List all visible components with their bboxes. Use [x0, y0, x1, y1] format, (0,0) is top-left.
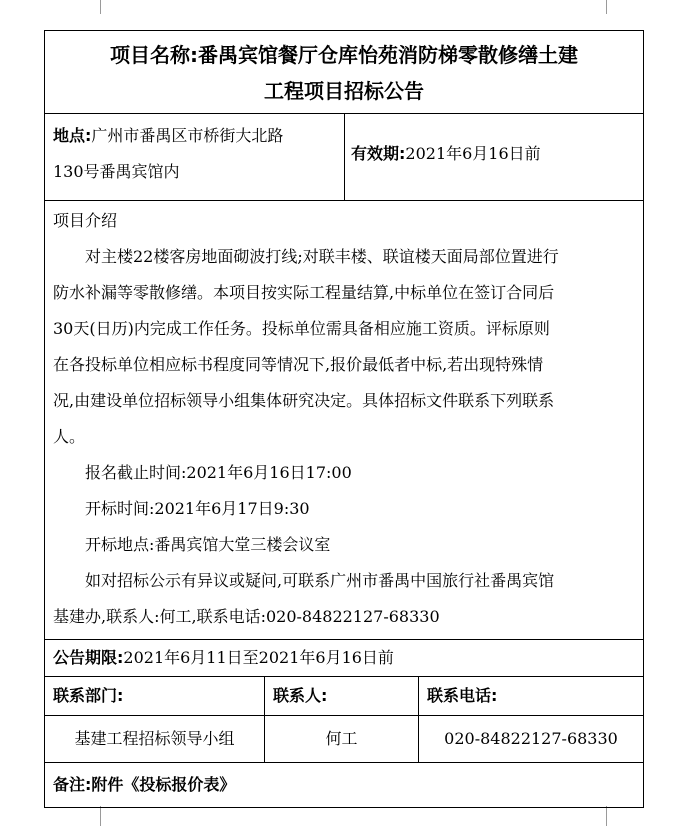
validity-value: 2021年6月16日前 [405, 144, 541, 163]
remark-label: 备注:附件 [53, 775, 124, 794]
intro-paragraph-line: 人。 [53, 427, 86, 446]
period-value: 2021年6月11日至2021年6月16日前 [123, 648, 394, 667]
intro-paragraph-line: 防水补漏等零散修缮。本项目按实际工程量结算,中标单位在签订合同后 [53, 283, 555, 302]
validity-label: 有效期: [351, 144, 406, 163]
bid-opening-time: 开标时间:2021年6月17日9:30 [85, 499, 310, 518]
validity-cell [345, 114, 644, 201]
tender-notice-table [44, 30, 644, 808]
objection-contact-line1: 如对招标公示有异议或疑问,可联系广州市番禺中国旅行社番禺宾馆 [85, 571, 555, 590]
period-label: 公告期限: [53, 648, 124, 667]
location-value-line2: 130号番禺宾馆内 [53, 162, 180, 181]
project-name-line2: 工程项目招标公告 [264, 79, 424, 103]
page-corner-mark [606, 0, 621, 14]
bid-opening-place: 开标地点:番禺宾馆大堂三楼会议室 [85, 535, 331, 554]
remark-row [45, 763, 644, 808]
contact-person-label: 联系人: [265, 677, 419, 716]
page-corner-mark [86, 806, 101, 826]
intro-paragraph-line: 对主楼22楼客房地面砌波打线;对联丰楼、联谊楼天面局部位置进行 [85, 247, 559, 266]
intro-row [45, 201, 644, 640]
page-corner-mark [86, 0, 101, 14]
location-label: 地点: [53, 126, 92, 145]
location-value-line1: 广州市番禺区市桥街大北路 [91, 126, 284, 145]
period-cell [45, 640, 644, 677]
intro-heading: 项目介绍 [53, 211, 118, 230]
location-row [45, 114, 644, 201]
project-name-label: 项目名称: [110, 43, 198, 67]
page-corner-mark [606, 806, 621, 826]
period-row [45, 640, 644, 677]
contact-phone-value: 020-84822127-68330 [419, 716, 644, 763]
intro-paragraph-line: 在各投标单位相应标书程度同等情况下,报价最低者中标,若出现特殊情 [53, 355, 544, 374]
project-name-line1: 番禺宾馆餐厅仓库怡苑消防梯零散修缮土建 [198, 43, 578, 67]
contact-person-value: 何工 [265, 716, 419, 763]
contact-dept-value: 基建工程招标领导小组 [45, 716, 265, 763]
location-cell [45, 114, 345, 201]
remark-cell [45, 763, 644, 808]
intro-cell [45, 201, 644, 640]
contact-phone-label: 联系电话: [419, 677, 644, 716]
objection-contact-line2: 基建办,联系人:何工,联系电话:020-84822127-68330 [53, 607, 440, 626]
title-row [45, 31, 644, 114]
intro-paragraph-line: 30天(日历)内完成工作任务。投标单位需具备相应施工资质。评标原则 [53, 319, 550, 338]
contacts-value-row [45, 716, 644, 763]
registration-deadline: 报名截止时间:2021年6月16日17:00 [85, 463, 352, 482]
contact-dept-label: 联系部门: [45, 677, 265, 716]
contacts-header-row [45, 677, 644, 716]
intro-paragraph-line: 况,由建设单位招标领导小组集体研究决定。具体招标文件联系下列联系 [53, 391, 555, 410]
remark-attachment: 《投标报价表》 [123, 775, 236, 794]
notice-title [45, 31, 644, 114]
